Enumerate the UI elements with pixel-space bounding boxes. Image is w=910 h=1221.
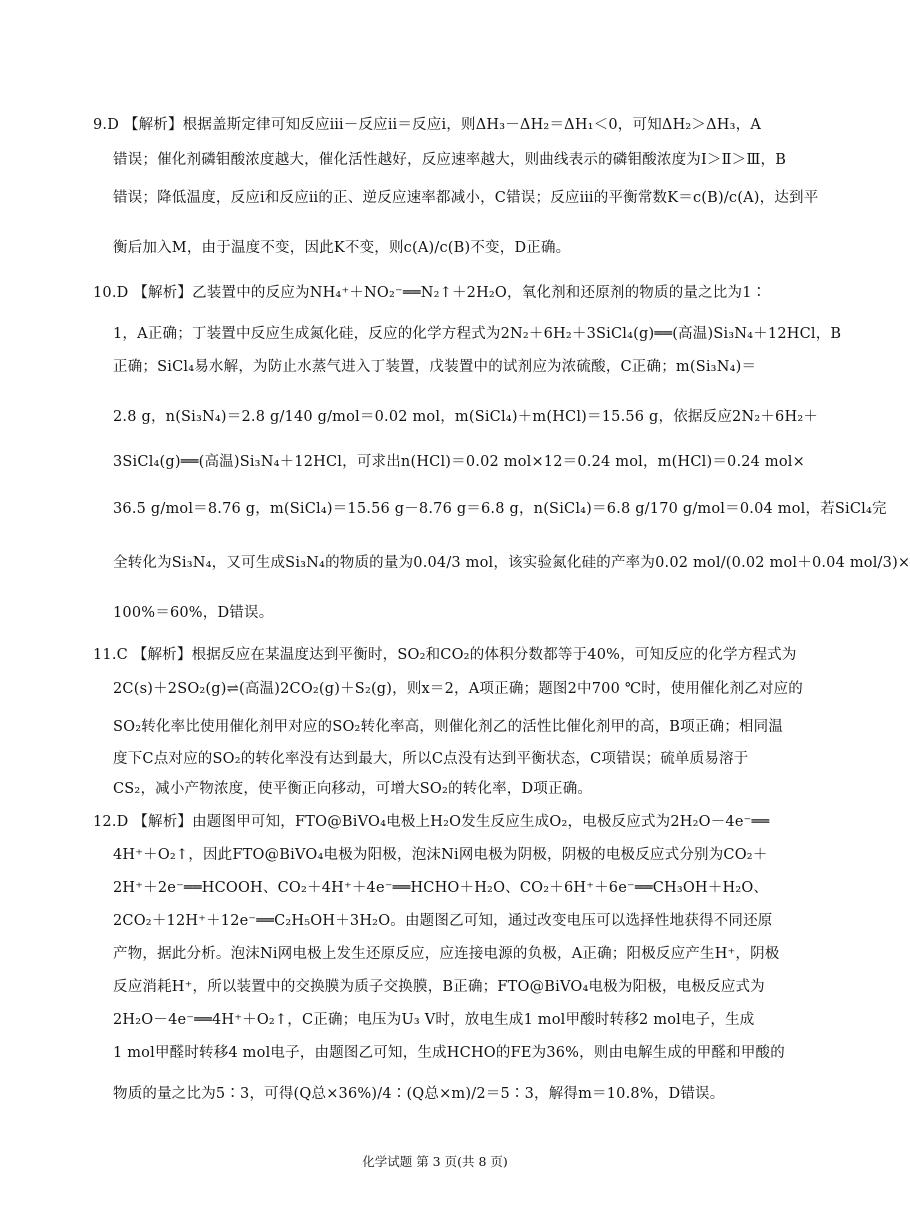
text-line: SO₂转化率比使用催化剂甲对应的SO₂转化率高，则催化剂乙的活性比催化剂甲的高，B项正确；相同温: [113, 719, 784, 735]
text-line: 2H⁺＋2e⁻══HCOOH、CO₂＋4H⁺＋4e⁻══HCHO＋H₂O、CO₂＋6H⁺＋6e⁻══CH₃OH＋H₂O、: [113, 880, 769, 896]
text-line: 2.8 g，n(Si₃N₄)＝2.8 g/140 g/mol＝0.02 mol，m(SiCl₄)＋m(HCl)＝15.56 g，依据反应2N₂＋6H₂＋: [113, 409, 819, 425]
text-line: 错误；催化剂磷钼酸浓度越大，催化活性越好，反应速率越大，则曲线表示的磷钼酸浓度为Ⅰ＞Ⅱ＞Ⅲ，B: [113, 152, 787, 168]
text-line: 11.C 【解析】根据反应在某温度达到平衡时，SO₂和CO₂的体积分数都等于40%，可知反应的化学方程式为: [93, 647, 797, 663]
text-line: 12.D 【解析】由题图甲可知，FTO@BiVO₄电极上H₂O发生反应生成O₂，电极反应式为2H₂O－4e⁻══: [93, 814, 770, 830]
text-line: 衡后加入M，由于温度不变，因此K不变，则c(A)/c(B)不变，D正确。: [113, 240, 571, 256]
text-line: 产物，据此分析。泡沫Ni网电极上发生还原反应，应连接电源的负极，A正确；阳极反应产生H⁺，阴极: [113, 946, 780, 962]
text-line: 10.D 【解析】乙装置中的反应为NH₄⁺＋NO₂⁻══N₂↑＋2H₂O，氧化剂和还原剂的物质的量之比为1∶: [93, 285, 767, 301]
text-line: 物质的量之比为5∶3，可得(Q总×36%)/4∶(Q总×m)/2＝5∶3，解得m＝10.8%，D错误。: [113, 1086, 725, 1102]
text-line: 1，A正确；丁装置中反应生成氮化硅，反应的化学方程式为2N₂＋6H₂＋3SiCl₄(g)══(高温)Si₃N₄＋12HCl，B: [113, 326, 842, 342]
text-line: 错误；降低温度，反应ⅰ和反应ⅱ的正、逆反应速率都减小，C错误；反应ⅲ的平衡常数K＝c(B)/c(A)，达到平: [113, 190, 819, 206]
page-footer: 化学试题 第 3 页(共 8 页): [362, 1154, 508, 1169]
text-line: 反应消耗H⁺，所以装置中的交换膜为质子交换膜，B正确；FTO@BiVO₄电极为阳极，电极反应式为: [113, 979, 765, 995]
text-line: 100%＝60%，D错误。: [113, 605, 274, 621]
text-line: 全转化为Si₃N₄，又可生成Si₃N₄的物质的量为0.04/3 mol，该实验氮化硅的产率为0.02 mol/(0.02 mol＋0.04 mol/3)×: [113, 555, 910, 571]
text-line: 9.D 【解析】根据盖斯定律可知反应ⅲ－反应ⅱ＝反应ⅰ，则ΔH₃－ΔH₂＝ΔH₁＜0，可知ΔH₂＞ΔH₃，A: [93, 117, 762, 133]
text-line: 正确；SiCl₄易水解，为防止水蒸气进入丁装置，戊装置中的试剂应为浓硫酸，C正确；m(Si₃N₄)＝: [113, 359, 757, 375]
text-line: 1 mol甲醛时转移4 mol电子，由题图乙可知，生成HCHO的FE为36%，则由电解生成的甲醛和甲酸的: [113, 1045, 785, 1061]
text-line: 度下C点对应的SO₂的转化率没有达到最大，所以C点没有达到平衡状态，C项错误；硫单质易溶于: [113, 751, 749, 767]
text-line: 4H⁺＋O₂↑，因此FTO@BiVO₄电极为阳极，泡沫Ni网电极为阴极，阴极的电极反应式分别为CO₂＋: [113, 847, 768, 863]
text-line: 2CO₂＋12H⁺＋12e⁻══C₂H₅OH＋3H₂O。由题图乙可知，通过改变电压可以选择性地获得不同还原: [113, 913, 773, 929]
text-line: 36.5 g/mol＝8.76 g，m(SiCl₄)＝15.56 g－8.76 g＝6.8 g，n(SiCl₄)＝6.8 g/170 g/mol＝0.04 mol，若SiCl₄完: [113, 501, 887, 517]
text-line: 3SiCl₄(g)══(高温)Si₃N₄＋12HCl，可求出n(HCl)＝0.02 mol×12＝0.24 mol，m(HCl)＝0.24 mol×: [113, 454, 805, 470]
text-line: 2C(s)＋2SO₂(g)⇌(高温)2CO₂(g)＋S₂(g)，则x＝2，A项正确；题图2中700 ℃时，使用催化剂乙对应的: [113, 681, 803, 697]
text-line: 2H₂O－4e⁻══4H⁺＋O₂↑，C正确；电压为U₃ V时，放电生成1 mol甲酸时转移2 mol电子，生成: [113, 1012, 755, 1028]
text-line: CS₂，减小产物浓度，使平衡正向移动，可增大SO₂的转化率，D项正确。: [113, 781, 593, 797]
